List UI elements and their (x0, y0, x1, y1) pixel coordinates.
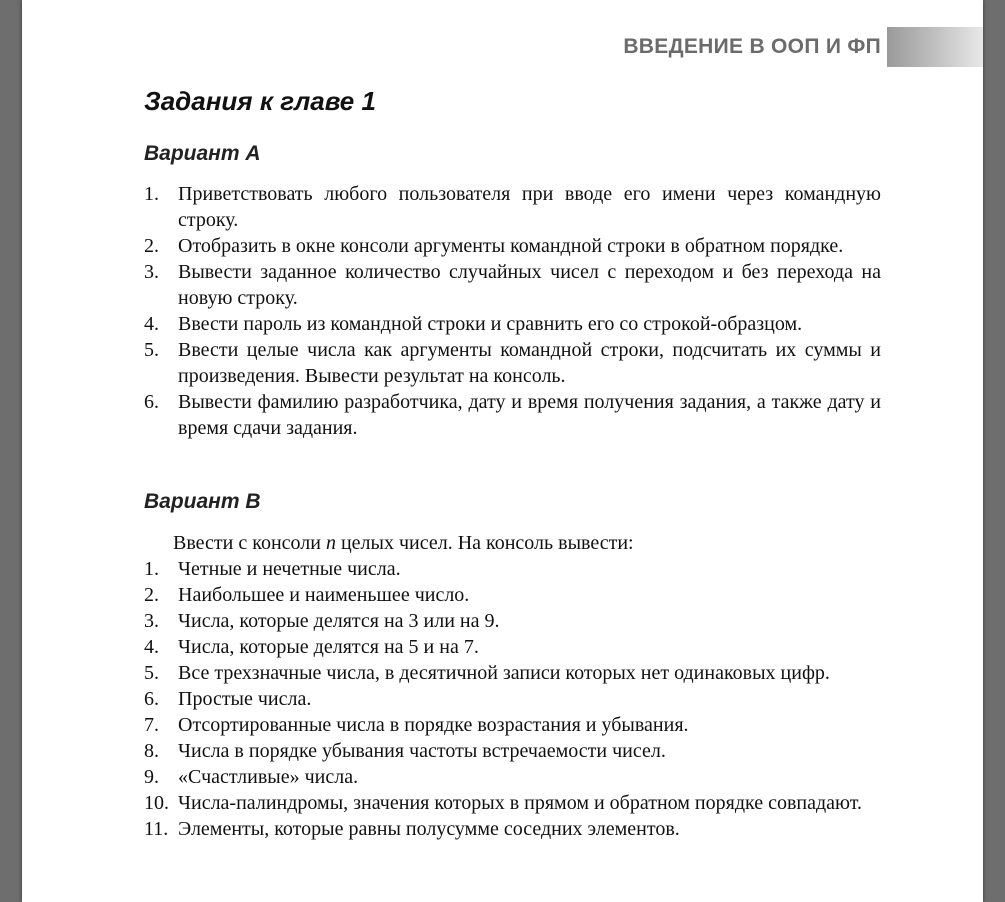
item-number: 8. (144, 740, 159, 762)
item-number: 9. (144, 766, 159, 788)
item-text: Вывести заданное количество случайных чисел с переходом и без перехода на новую строку. (178, 261, 881, 309)
item-text: Вывести фамилию разработчика, дату и время получения задания, а также дату и время сдачи задания. (178, 391, 881, 439)
item-text: Наибольшее и наименьшее число. (178, 584, 470, 606)
item-number: 5. (144, 339, 159, 361)
list-item (144, 712, 881, 738)
item-text: Отобразить в окне консоли аргументы командной строки в обратном порядке. (178, 235, 844, 257)
item-number: 11. (144, 818, 169, 840)
item-number: 4. (144, 313, 159, 335)
list-item (144, 311, 881, 337)
intro-text-after: целых чисел. На консоль вывести: (335, 532, 634, 554)
header-gradient-bar (887, 27, 983, 67)
chapter-title: Задания к главе 1 (144, 86, 376, 116)
list-item (144, 337, 881, 389)
item-number: 4. (144, 636, 159, 658)
item-text: Числа в порядке убывания частоты встречаемости чисел. (178, 740, 666, 762)
item-number: 1. (144, 183, 159, 205)
list-item (144, 181, 881, 233)
item-text: Числа, которые делятся на 5 и на 7. (178, 636, 479, 658)
variant-b-title: Вариант B (144, 490, 261, 513)
list-item (144, 764, 881, 790)
item-text: Числа-палиндромы, значения которых в прямом и обратном порядке совпадают. (178, 792, 862, 814)
item-text: Ввести целые числа как аргументы командной строки, подсчитать их суммы и произведения. Вывести результат на консоль. (178, 339, 881, 387)
item-number: 6. (144, 688, 159, 710)
list-item (144, 816, 881, 842)
variant-b-list (144, 556, 881, 842)
list-item (144, 634, 881, 660)
item-number: 2. (144, 584, 159, 606)
item-text: Четные и нечетные числа. (178, 558, 401, 580)
item-text: Приветствовать любого пользователя при вводе его имени через командную строку. (178, 183, 881, 231)
list-item (144, 582, 881, 608)
item-number: 1. (144, 558, 159, 580)
item-text: «Счастливые» числа. (178, 766, 359, 788)
variant-a-list (144, 181, 881, 441)
list-item (144, 686, 881, 712)
variant-a-title: Вариант A (144, 142, 261, 165)
item-text: Элементы, которые равны полусумме соседних элементов. (178, 818, 680, 840)
variant-b-intro (173, 530, 881, 556)
item-text: Ввести пароль из командной строки и сравнить его со строкой-образцом. (178, 313, 803, 335)
list-item (144, 660, 881, 686)
running-header-title: ВВЕДЕНИЕ В ООП И ФП (623, 35, 881, 58)
list-item (144, 259, 881, 311)
intro-variable: n (325, 532, 336, 554)
item-text: Все трехзначные числа, в десятичной записи которых нет одинаковых цифр. (178, 662, 830, 684)
item-number: 2. (144, 235, 159, 257)
intro-text-before: Ввести с консоли (173, 532, 326, 554)
item-text: Числа, которые делятся на 3 или на 9. (178, 610, 500, 632)
item-number: 6. (144, 391, 159, 413)
list-item (144, 556, 881, 582)
list-item (144, 738, 881, 764)
list-item (144, 790, 881, 816)
item-number: 10. (144, 792, 169, 814)
item-text: Отсортированные числа в порядке возрастания и убывания. (178, 714, 689, 736)
list-item (144, 608, 881, 634)
item-number: 3. (144, 610, 159, 632)
list-item (144, 389, 881, 441)
book-page (22, 0, 983, 902)
item-number: 3. (144, 261, 159, 283)
running-header (22, 27, 983, 67)
item-number: 5. (144, 662, 159, 684)
item-text: Простые числа. (178, 688, 312, 710)
item-number: 7. (144, 714, 159, 736)
list-item (144, 233, 881, 259)
